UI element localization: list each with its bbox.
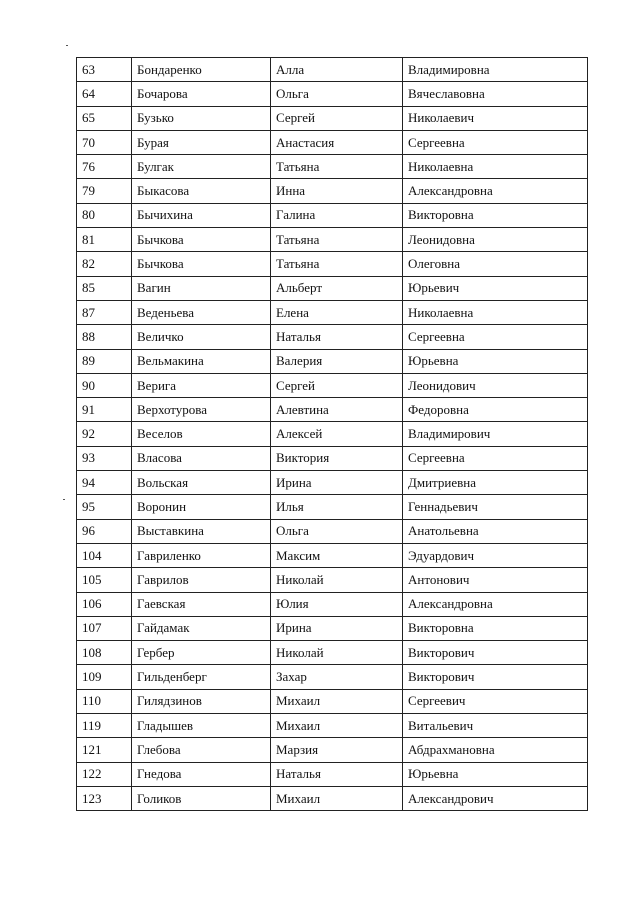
- first-name-cell: Захар: [271, 665, 403, 689]
- row-number-cell: 63: [77, 58, 132, 82]
- patronymic-cell: Геннадьевич: [403, 495, 588, 519]
- patronymic-cell: Викторовна: [403, 203, 588, 227]
- first-name-cell: Марзия: [271, 738, 403, 762]
- surname-cell: Гладышев: [132, 714, 271, 738]
- surname-cell: Гербер: [132, 641, 271, 665]
- first-name-cell: Сергей: [271, 106, 403, 130]
- first-name-cell: Михаил: [271, 714, 403, 738]
- table-row: [77, 373, 588, 397]
- surname-cell: Власова: [132, 446, 271, 470]
- table-row: [77, 592, 588, 616]
- patronymic-cell: Викторовна: [403, 616, 588, 640]
- surname-cell: Бондаренко: [132, 58, 271, 82]
- surname-cell: Вагин: [132, 276, 271, 300]
- scan-speck: [66, 45, 68, 46]
- surname-cell: Гилядзинов: [132, 689, 271, 713]
- row-number-cell: 105: [77, 568, 132, 592]
- row-number-cell: 87: [77, 300, 132, 324]
- surname-cell: Бычихина: [132, 203, 271, 227]
- surname-cell: Величко: [132, 325, 271, 349]
- table-row: [77, 276, 588, 300]
- surname-cell: Веденьева: [132, 300, 271, 324]
- row-number-cell: 93: [77, 446, 132, 470]
- surname-cell: Веселов: [132, 422, 271, 446]
- row-number-cell: 82: [77, 252, 132, 276]
- row-number-cell: 96: [77, 519, 132, 543]
- patronymic-cell: Сергеевна: [403, 446, 588, 470]
- table-row: [77, 106, 588, 130]
- patronymic-cell: Эдуардович: [403, 543, 588, 567]
- patronymic-cell: Леонидович: [403, 373, 588, 397]
- row-number-cell: 91: [77, 398, 132, 422]
- row-number-cell: 76: [77, 155, 132, 179]
- first-name-cell: Виктория: [271, 446, 403, 470]
- patronymic-cell: Викторович: [403, 665, 588, 689]
- row-number-cell: 107: [77, 616, 132, 640]
- table-row: [77, 300, 588, 324]
- row-number-cell: 123: [77, 786, 132, 810]
- row-number-cell: 104: [77, 543, 132, 567]
- row-number-cell: 92: [77, 422, 132, 446]
- row-number-cell: 88: [77, 325, 132, 349]
- patronymic-cell: Леонидовна: [403, 228, 588, 252]
- patronymic-cell: Александровна: [403, 592, 588, 616]
- first-name-cell: Максим: [271, 543, 403, 567]
- first-name-cell: Ольга: [271, 519, 403, 543]
- table-row: [77, 349, 588, 373]
- surname-cell: Булгак: [132, 155, 271, 179]
- first-name-cell: Ольга: [271, 82, 403, 106]
- row-number-cell: 65: [77, 106, 132, 130]
- surname-cell: Голиков: [132, 786, 271, 810]
- surname-cell: Быкасова: [132, 179, 271, 203]
- roster-body: [77, 58, 588, 811]
- table-row: [77, 665, 588, 689]
- surname-cell: Воронин: [132, 495, 271, 519]
- table-row: [77, 252, 588, 276]
- surname-cell: Верига: [132, 373, 271, 397]
- patronymic-cell: Вячеславовна: [403, 82, 588, 106]
- row-number-cell: 79: [77, 179, 132, 203]
- first-name-cell: Анастасия: [271, 130, 403, 154]
- first-name-cell: Инна: [271, 179, 403, 203]
- patronymic-cell: Владимировна: [403, 58, 588, 82]
- table-row: [77, 495, 588, 519]
- patronymic-cell: Владимирович: [403, 422, 588, 446]
- first-name-cell: Алевтина: [271, 398, 403, 422]
- row-number-cell: 80: [77, 203, 132, 227]
- surname-cell: Глебова: [132, 738, 271, 762]
- row-number-cell: 70: [77, 130, 132, 154]
- patronymic-cell: Юрьевич: [403, 276, 588, 300]
- table-row: [77, 471, 588, 495]
- surname-cell: Бузько: [132, 106, 271, 130]
- first-name-cell: Альберт: [271, 276, 403, 300]
- table-row: [77, 738, 588, 762]
- table-row: [77, 82, 588, 106]
- table-row: [77, 568, 588, 592]
- table-row: [77, 422, 588, 446]
- patronymic-cell: Александровна: [403, 179, 588, 203]
- row-number-cell: 95: [77, 495, 132, 519]
- table-row: [77, 616, 588, 640]
- table-row: [77, 179, 588, 203]
- surname-cell: Выставкина: [132, 519, 271, 543]
- surname-cell: Гайдамак: [132, 616, 271, 640]
- first-name-cell: Наталья: [271, 325, 403, 349]
- first-name-cell: Алексей: [271, 422, 403, 446]
- surname-cell: Вельмакина: [132, 349, 271, 373]
- table-row: [77, 641, 588, 665]
- table-row: [77, 786, 588, 810]
- table-row: [77, 58, 588, 82]
- row-number-cell: 81: [77, 228, 132, 252]
- table-row: [77, 543, 588, 567]
- row-number-cell: 89: [77, 349, 132, 373]
- surname-cell: Гнедова: [132, 762, 271, 786]
- row-number-cell: 110: [77, 689, 132, 713]
- table-row: [77, 519, 588, 543]
- patronymic-cell: Антонович: [403, 568, 588, 592]
- first-name-cell: Михаил: [271, 689, 403, 713]
- surname-cell: Бочарова: [132, 82, 271, 106]
- roster-table: [76, 57, 588, 811]
- patronymic-cell: Абдрахмановна: [403, 738, 588, 762]
- first-name-cell: Валерия: [271, 349, 403, 373]
- table-row: [77, 446, 588, 470]
- surname-cell: Бурая: [132, 130, 271, 154]
- surname-cell: Гаевская: [132, 592, 271, 616]
- row-number-cell: 94: [77, 471, 132, 495]
- patronymic-cell: Сергеевна: [403, 325, 588, 349]
- first-name-cell: Михаил: [271, 786, 403, 810]
- row-number-cell: 109: [77, 665, 132, 689]
- patronymic-cell: Николаевич: [403, 106, 588, 130]
- first-name-cell: Татьяна: [271, 252, 403, 276]
- table-row: [77, 398, 588, 422]
- surname-cell: Гавриленко: [132, 543, 271, 567]
- patronymic-cell: Витальевич: [403, 714, 588, 738]
- surname-cell: Гаврилов: [132, 568, 271, 592]
- patronymic-cell: Юрьевна: [403, 349, 588, 373]
- surname-cell: Бычкова: [132, 228, 271, 252]
- first-name-cell: Наталья: [271, 762, 403, 786]
- row-number-cell: 85: [77, 276, 132, 300]
- table-row: [77, 203, 588, 227]
- scan-speck: [63, 499, 65, 500]
- patronymic-cell: Федоровна: [403, 398, 588, 422]
- patronymic-cell: Дмитриевна: [403, 471, 588, 495]
- patronymic-cell: Александрович: [403, 786, 588, 810]
- table-row: [77, 689, 588, 713]
- patronymic-cell: Юрьевна: [403, 762, 588, 786]
- row-number-cell: 90: [77, 373, 132, 397]
- first-name-cell: Ирина: [271, 471, 403, 495]
- table-row: [77, 228, 588, 252]
- patronymic-cell: Олеговна: [403, 252, 588, 276]
- first-name-cell: Сергей: [271, 373, 403, 397]
- first-name-cell: Елена: [271, 300, 403, 324]
- table-row: [77, 714, 588, 738]
- surname-cell: Верхотурова: [132, 398, 271, 422]
- patronymic-cell: Николаевна: [403, 155, 588, 179]
- first-name-cell: Ирина: [271, 616, 403, 640]
- surname-cell: Вольская: [132, 471, 271, 495]
- table-row: [77, 325, 588, 349]
- patronymic-cell: Сергеевич: [403, 689, 588, 713]
- patronymic-cell: Сергеевна: [403, 130, 588, 154]
- row-number-cell: 121: [77, 738, 132, 762]
- surname-cell: Бычкова: [132, 252, 271, 276]
- table-row: [77, 762, 588, 786]
- first-name-cell: Илья: [271, 495, 403, 519]
- first-name-cell: Татьяна: [271, 228, 403, 252]
- first-name-cell: Юлия: [271, 592, 403, 616]
- patronymic-cell: Анатольевна: [403, 519, 588, 543]
- row-number-cell: 64: [77, 82, 132, 106]
- table-row: [77, 130, 588, 154]
- first-name-cell: Николай: [271, 568, 403, 592]
- first-name-cell: Татьяна: [271, 155, 403, 179]
- row-number-cell: 119: [77, 714, 132, 738]
- table-row: [77, 155, 588, 179]
- row-number-cell: 106: [77, 592, 132, 616]
- surname-cell: Гильденберг: [132, 665, 271, 689]
- patronymic-cell: Викторович: [403, 641, 588, 665]
- patronymic-cell: Николаевна: [403, 300, 588, 324]
- first-name-cell: Алла: [271, 58, 403, 82]
- row-number-cell: 108: [77, 641, 132, 665]
- first-name-cell: Николай: [271, 641, 403, 665]
- row-number-cell: 122: [77, 762, 132, 786]
- first-name-cell: Галина: [271, 203, 403, 227]
